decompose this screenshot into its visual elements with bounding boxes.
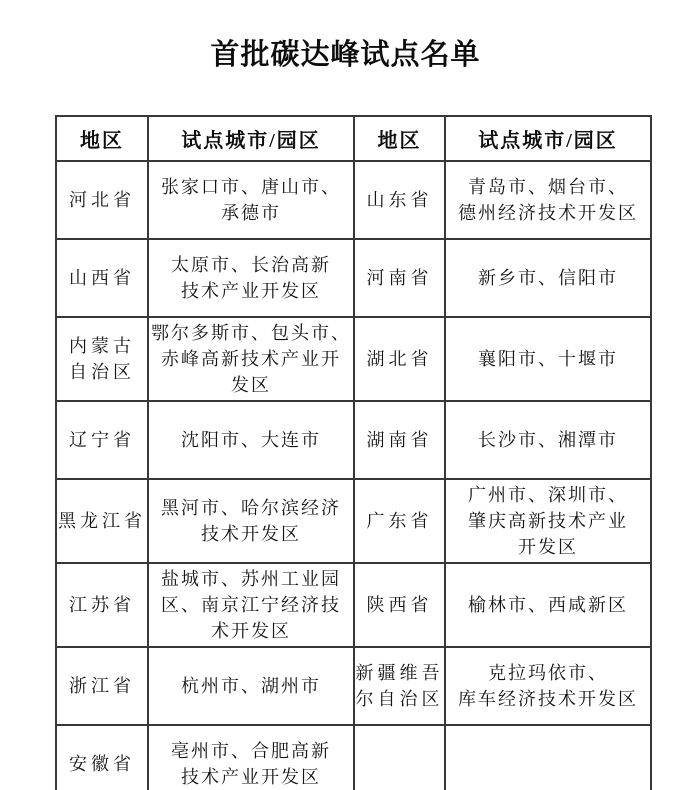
region-cell: 江苏省 bbox=[56, 563, 148, 647]
region-cell: 河北省 bbox=[56, 161, 148, 239]
table-row bbox=[56, 563, 651, 647]
region-cell: 辽宁省 bbox=[56, 401, 148, 479]
region-cell bbox=[354, 725, 445, 790]
table-header-row bbox=[56, 116, 651, 161]
cities-cell: 鄂尔多斯市、包头市、 赤峰高新技术产业开 发区 bbox=[148, 317, 354, 401]
cities-cell: 亳州市、合肥高新 技术产业开发区 bbox=[148, 725, 354, 790]
cities-cell: 克拉玛依市、 库车经济技术开发区 bbox=[445, 647, 651, 725]
cities-cell: 黑河市、哈尔滨经济 技术开发区 bbox=[148, 479, 354, 563]
region-cell: 河南省 bbox=[354, 239, 445, 317]
header-region-right: 地区 bbox=[354, 116, 445, 161]
cities-cell: 襄阳市、十堰市 bbox=[445, 317, 651, 401]
table-row bbox=[56, 479, 651, 563]
page-title: 首批碳达峰试点名单 bbox=[210, 39, 481, 71]
table-row bbox=[56, 647, 651, 725]
header-region-left: 地区 bbox=[56, 116, 148, 161]
table-row bbox=[56, 239, 651, 317]
cities-cell: 新乡市、信阳市 bbox=[445, 239, 651, 317]
cities-cell: 青岛市、烟台市、 德州经济技术开发区 bbox=[445, 161, 651, 239]
cities-cell: 杭州市、湖州市 bbox=[148, 647, 354, 725]
region-cell: 广东省 bbox=[354, 479, 445, 563]
cities-cell: 太原市、长治高新 技术产业开发区 bbox=[148, 239, 354, 317]
region-cell: 黑龙江省 bbox=[56, 479, 148, 563]
pilot-list-table bbox=[55, 115, 652, 790]
cities-cell: 张家口市、唐山市、 承德市 bbox=[148, 161, 354, 239]
cities-cell bbox=[445, 725, 651, 790]
header-cities-right: 试点城市/园区 bbox=[445, 116, 651, 161]
region-cell: 浙江省 bbox=[56, 647, 148, 725]
table-row bbox=[56, 725, 651, 790]
region-cell: 内蒙古 自治区 bbox=[56, 317, 148, 401]
cities-cell: 盐城市、苏州工业园 区、南京江宁经济技 术开发区 bbox=[148, 563, 354, 647]
table-row bbox=[56, 401, 651, 479]
cities-cell: 广州市、深圳市、 肇庆高新技术产业 开发区 bbox=[445, 479, 651, 563]
header-cities-left: 试点城市/园区 bbox=[148, 116, 354, 161]
region-cell: 山西省 bbox=[56, 239, 148, 317]
region-cell: 安徽省 bbox=[56, 725, 148, 790]
region-cell: 湖北省 bbox=[354, 317, 445, 401]
cities-cell: 长沙市、湘潭市 bbox=[445, 401, 651, 479]
region-cell: 湖南省 bbox=[354, 401, 445, 479]
region-cell: 新疆维吾 尔自治区 bbox=[354, 647, 445, 725]
region-cell: 山东省 bbox=[354, 161, 445, 239]
table-row bbox=[56, 317, 651, 401]
cities-cell: 榆林市、西咸新区 bbox=[445, 563, 651, 647]
cities-cell: 沈阳市、大连市 bbox=[148, 401, 354, 479]
region-cell: 陕西省 bbox=[354, 563, 445, 647]
table-row bbox=[56, 161, 651, 239]
